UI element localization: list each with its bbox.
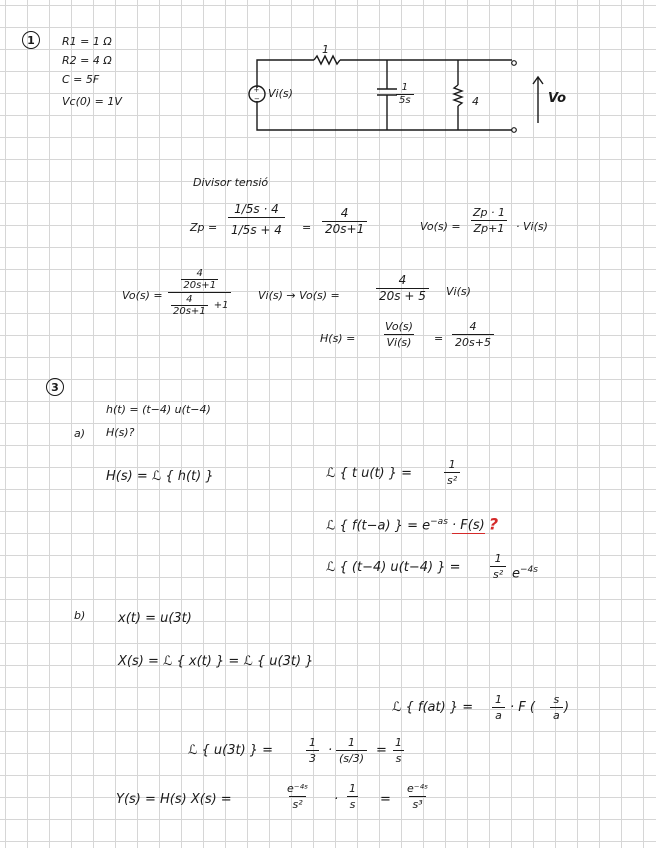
ht-definition: h(t) = (t−4) u(t−4)	[106, 403, 211, 416]
vo-fraction: $\frac{Zp \cdot 1}{Zp+1}$	[470, 206, 508, 235]
vo2-result: $\frac{4}{20s + 5}$	[376, 274, 429, 303]
scaling-frac-a: $\frac{1}{a}$	[492, 693, 505, 722]
vo2-middle: Vi(s) → Vo(s) =	[258, 289, 340, 302]
laplace-shift: ℒ { f(t−a) } = $e^{-as} \cdot F(s)$ ?	[326, 514, 499, 534]
param-r2: R2 = 4 Ω	[62, 54, 112, 67]
scaling-tail: · F (	[510, 700, 535, 715]
xt-definition: x(t) = u(3t)	[118, 611, 192, 626]
svg-text:+: +	[253, 86, 260, 94]
output-voltage-label: Vo	[548, 91, 567, 106]
xs-definition: X(s) = ℒ { x(t) } = ℒ { u(3t) }	[118, 654, 314, 669]
resistor-right-label: 4	[472, 95, 479, 108]
param-vc0: Vc(0) = 1V	[62, 95, 122, 108]
divisor-title: Divisor tensió	[193, 176, 269, 189]
zp-result: $\frac{4}{20s+1}$	[322, 207, 367, 236]
laplace-ht: ℒ { (t−4) u(t−4) } =	[326, 560, 461, 575]
u3t-equals: =	[376, 743, 387, 758]
source-label: Vi(s)	[268, 87, 293, 100]
vo2-lhs: Vo(s) =	[122, 289, 163, 302]
ys-lhs: Y(s) = H(s) X(s) =	[116, 792, 232, 807]
part-b-label: b)	[74, 609, 86, 622]
u3t-lhs: ℒ { u(3t) } =	[188, 743, 274, 758]
hs-definition: H(s) = ℒ { h(t) }	[106, 469, 214, 484]
laplace-ht-exp: $e^{-4s}$	[512, 565, 538, 582]
laplace-scaling: ℒ { f(at) } =	[392, 700, 474, 715]
u3t-frac-c: $\frac{1}{s}$	[392, 736, 405, 765]
vo-lhs: Vo(s) =	[420, 220, 461, 233]
problem-1-number: 1	[22, 31, 40, 49]
laplace-ht-frac: $\frac{1}{\text{s²}}$	[490, 552, 506, 581]
ys-dot: ·	[334, 792, 339, 807]
scaling-frac-s: $\frac{s}{a}$	[550, 693, 563, 722]
laplace-t-u: ℒ { t u(t) } =	[326, 466, 413, 481]
vo-tail: · Vi(s)	[516, 220, 548, 233]
u3t-dot: ·	[328, 743, 333, 758]
svg-text:−: −	[254, 95, 260, 103]
laplace-t-u-result: $\frac{1}{\text{s²}}$	[444, 458, 460, 487]
zp-lhs: Zp =	[190, 221, 218, 234]
param-r1: R1 = 1 Ω	[62, 35, 112, 48]
zp-equals: =	[302, 221, 312, 234]
vo2-fraction: 4 20s+1 4 20s+1 +1	[168, 268, 231, 317]
ys-frac-c: $\frac{\text{e⁻⁴ˢ}}{\text{s³}}$	[407, 782, 429, 811]
zp-fraction: $\frac{1/5s \cdot 4}{1/5s + 4}$	[228, 203, 285, 237]
ys-equals: =	[380, 792, 391, 807]
vo2-tail: Vi(s)	[446, 285, 471, 298]
scaling-close: )	[564, 700, 570, 715]
part-a-label: a)	[74, 427, 86, 440]
h-fraction: $\frac{Vo(s)}{Vi(s)}$	[385, 320, 413, 349]
u3t-frac-a: $\frac{1}{3}$	[306, 736, 319, 765]
question-a: H(s)?	[106, 426, 135, 439]
h-lhs: H(s) =	[320, 332, 356, 345]
param-c: C = 5F	[62, 73, 100, 86]
ys-frac-a: $\frac{\text{e⁻⁴ˢ}}{\text{s²}}$	[287, 782, 309, 811]
resistor-top-label: 1	[322, 43, 329, 56]
capacitor-impedance: $\frac{1}{5s}$	[396, 83, 414, 106]
h-result: $\frac{4}{20s+5}$	[452, 320, 494, 349]
problem-3-number: 3	[46, 378, 64, 396]
h-equals: =	[434, 332, 444, 345]
u3t-frac-b: $\frac{1}{(s/3)}$	[336, 736, 367, 765]
ys-frac-b: $\frac{1}{s}$	[346, 782, 359, 811]
